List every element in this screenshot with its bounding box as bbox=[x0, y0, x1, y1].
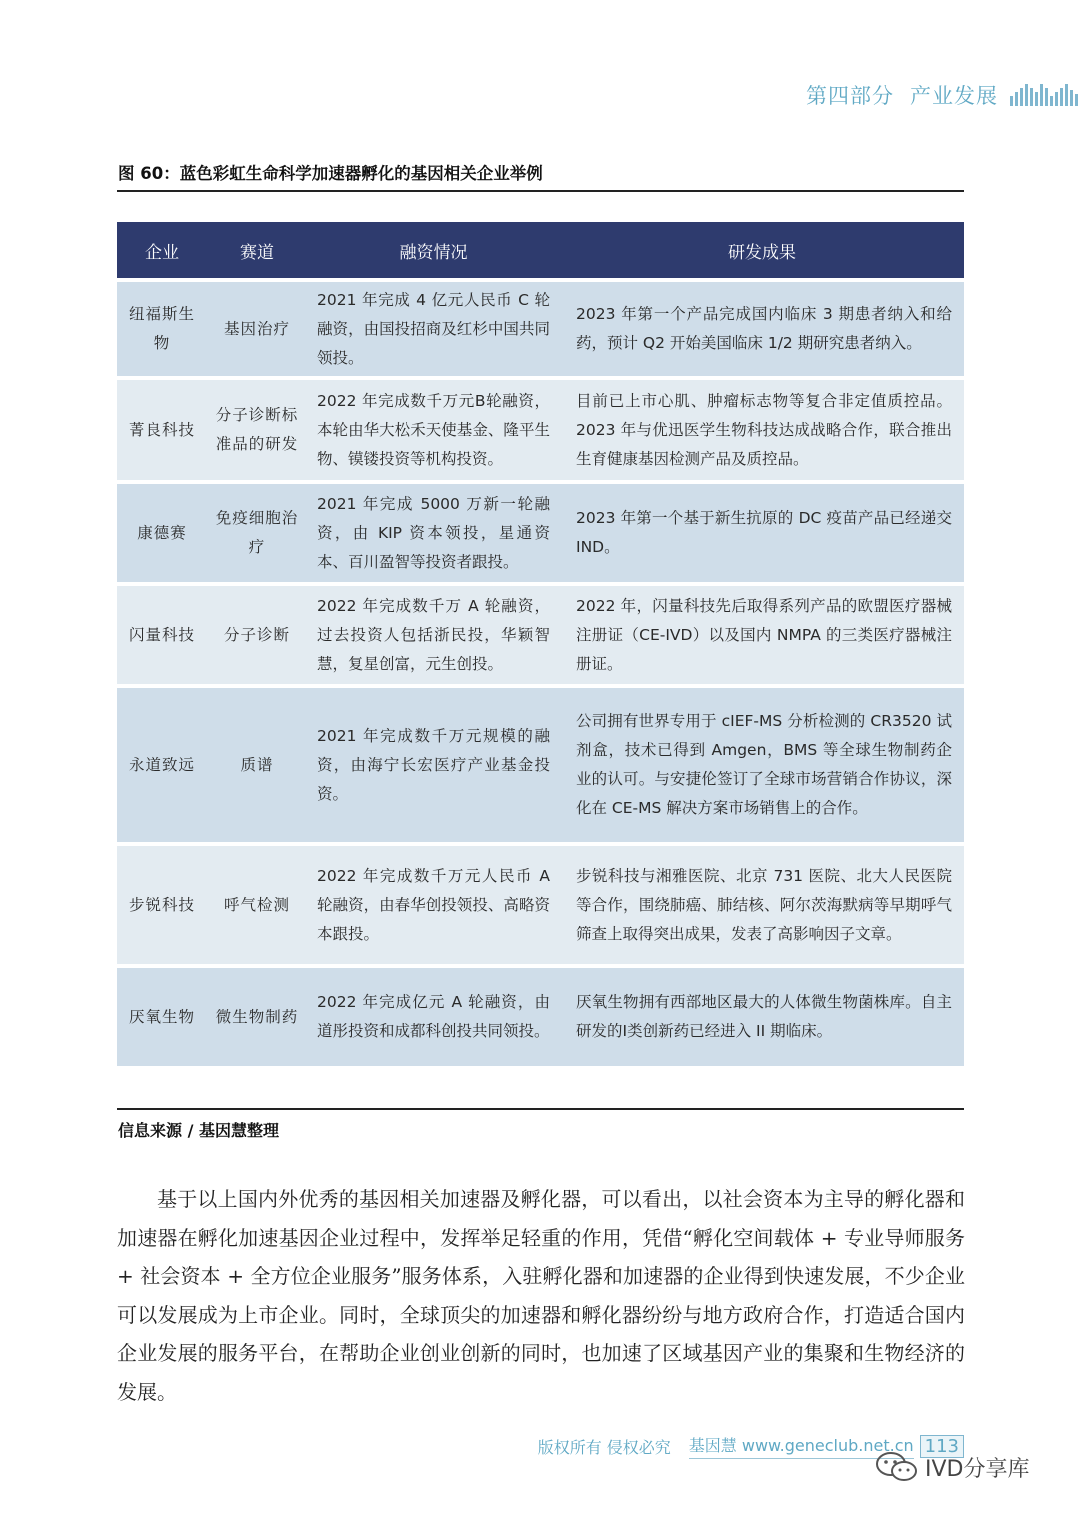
decorative-bar bbox=[1025, 84, 1028, 106]
decorative-bar bbox=[1060, 88, 1063, 106]
section-title bbox=[806, 80, 998, 110]
watermark-text: IVD分享库 bbox=[925, 1456, 1030, 1482]
cell-company: 厌氧生物 bbox=[117, 964, 207, 1066]
header-financing: 融资情况 bbox=[307, 222, 560, 278]
cell-financing: 2022 年完成数千万元人民币 A 轮融资，由春华创投领投、高略资本跟投。 bbox=[307, 842, 560, 964]
cell-track: 呼气检测 bbox=[207, 842, 307, 964]
site-link[interactable]: 基因慧 www.geneclub.net.cn bbox=[689, 1433, 914, 1459]
table-row bbox=[117, 278, 964, 376]
source-divider bbox=[117, 1108, 964, 1110]
cell-track: 微生物制药 bbox=[207, 964, 307, 1066]
cell-financing: 2021 年完成 5000 万新一轮融资，由 KIP 资本领投，星通资本、百川盈智等投资者跟投。 bbox=[307, 480, 560, 582]
cell-rd: 步锐科技与湘雅医院、北京 731 医院、北大人民医院等合作，围绕肺癌、肺结核、阿尔茨海默病等早期呼气筛查上取得突出成果，发表了高影响因子文章。 bbox=[560, 842, 964, 964]
header-rd: 研发成果 bbox=[560, 222, 964, 278]
figure-title: 图 60：蓝色彩虹生命科学加速器孵化的基因相关企业举例 bbox=[118, 164, 543, 183]
section-label: 第四部分 bbox=[806, 84, 894, 108]
source-note: 信息来源 / 基因慧整理 bbox=[118, 1121, 279, 1140]
decorative-bar bbox=[1050, 96, 1053, 106]
cell-rd: 目前已上市心肌、肿瘤标志物等复合非定值质控品。2023 年与优迅医学生物科技达成战略合作，联合推出生育健康基因检测产品及质控品。 bbox=[560, 376, 964, 480]
decorative-bar bbox=[1020, 88, 1023, 106]
wechat-icon bbox=[875, 1450, 919, 1484]
decorative-bar bbox=[1030, 88, 1033, 106]
cell-track: 分子诊断标准品的研发 bbox=[207, 376, 307, 480]
cell-rd: 公司拥有世界专用于 cIEF-MS 分析检测的 CR3520 试剂盒，技术已得到 Amgen，BMS 等全球生物制药企业的认可。与安捷伦签订了全球市场营销合作协议，深化在 CE-MS 解决方案市场销售上的合作。 bbox=[560, 684, 964, 842]
cell-financing: 2021 年完成数千万元规模的融资，由海宁长宏医疗产业基金投资。 bbox=[307, 684, 560, 842]
page-number: 113 bbox=[920, 1435, 964, 1458]
cell-company: 菁良科技 bbox=[117, 376, 207, 480]
cell-financing: 2021 年完成 4 亿元人民币 C 轮融资，由国投招商及红杉中国共同领投。 bbox=[307, 278, 560, 376]
table-row bbox=[117, 480, 964, 582]
cell-track: 免疫细胞治疗 bbox=[207, 480, 307, 582]
title-divider bbox=[117, 190, 964, 192]
cell-financing: 2022 年完成数千万 A 轮融资，过去投资人包括浙民投，华颖智慧，复星创富，元生创投。 bbox=[307, 582, 560, 684]
decorative-bar bbox=[1015, 92, 1018, 106]
cell-rd: 2023 年第一个基于新生抗原的 DC 疫苗产品已经递交 IND。 bbox=[560, 480, 964, 582]
body-paragraph: 基于以上国内外优秀的基因相关加速器及孵化器，可以看出，以社会资本为主导的孵化器和加速器在孵化加速基因企业过程中，发挥举足轻重的作用，凭借“孵化空间载体 + 专业导师服务 + 社会资本 + 全方位企业服务”服务体系，入驻孵化器和加速器的企业得到快速发展，不少企业可以发展成为上市企业。同时，全球顶尖的加速器和孵化器纷纷与地方政府合作，打造适合国内企业发展的服务平台，在帮助企业创业创新的同时，也加速了区域基因产业的集聚和生物经济的发展。 bbox=[117, 1187, 965, 1404]
cell-track: 质谱 bbox=[207, 684, 307, 842]
cell-financing: 2022 年完成亿元 A 轮融资，由道彤投资和成都科创投共同领投。 bbox=[307, 964, 560, 1066]
cell-company: 纽福斯生物 bbox=[117, 278, 207, 376]
cell-rd: 2022 年，闪量科技先后取得系列产品的欧盟医疗器械注册证（CE-IVD）以及国内 NMPA 的三类医疗器械注册证。 bbox=[560, 582, 964, 684]
watermark bbox=[875, 1450, 1029, 1484]
copyright-text: 版权所有 侵权必究 bbox=[537, 1437, 671, 1457]
decorative-bar bbox=[1075, 94, 1078, 106]
cell-rd: 2023 年第一个产品完成国内临床 3 期患者纳入和给药，预计 Q2 开始美国临床 1/2 期研究患者纳入。 bbox=[560, 278, 964, 376]
table-row bbox=[117, 376, 964, 480]
table-row bbox=[117, 582, 964, 684]
decorative-bar bbox=[1065, 84, 1068, 106]
decorative-bar bbox=[1040, 84, 1043, 106]
decorative-bar bbox=[1055, 92, 1058, 106]
decorative-bar bbox=[1045, 88, 1048, 106]
decorative-bars bbox=[1010, 84, 1080, 106]
table-row bbox=[117, 964, 964, 1066]
header-track: 赛道 bbox=[207, 222, 307, 278]
section-subtitle: 产业发展 bbox=[910, 84, 998, 108]
cell-company: 闪量科技 bbox=[117, 582, 207, 684]
page-header bbox=[806, 80, 1080, 110]
table-row bbox=[117, 684, 964, 842]
cell-company: 康德赛 bbox=[117, 480, 207, 582]
decorative-bar bbox=[1070, 90, 1073, 106]
cell-rd: 厌氧生物拥有西部地区最大的人体微生物菌株库。自主研发的Ⅰ类创新药已经进入 II 期临床。 bbox=[560, 964, 964, 1066]
cell-company: 步锐科技 bbox=[117, 842, 207, 964]
cell-track: 基因治疗 bbox=[207, 278, 307, 376]
decorative-bar bbox=[1035, 92, 1038, 106]
header-company: 企业 bbox=[117, 222, 207, 278]
table-header-row bbox=[117, 222, 964, 278]
table-row bbox=[117, 842, 964, 964]
cell-financing: 2022 年完成数千万元B轮融资，本轮由华大松禾天使基金、隆平生物、镆镂投资等机构投资。 bbox=[307, 376, 560, 480]
decorative-bar bbox=[1010, 96, 1013, 106]
company-table bbox=[117, 222, 964, 1066]
cell-track: 分子诊断 bbox=[207, 582, 307, 684]
cell-company: 永道致远 bbox=[117, 684, 207, 842]
